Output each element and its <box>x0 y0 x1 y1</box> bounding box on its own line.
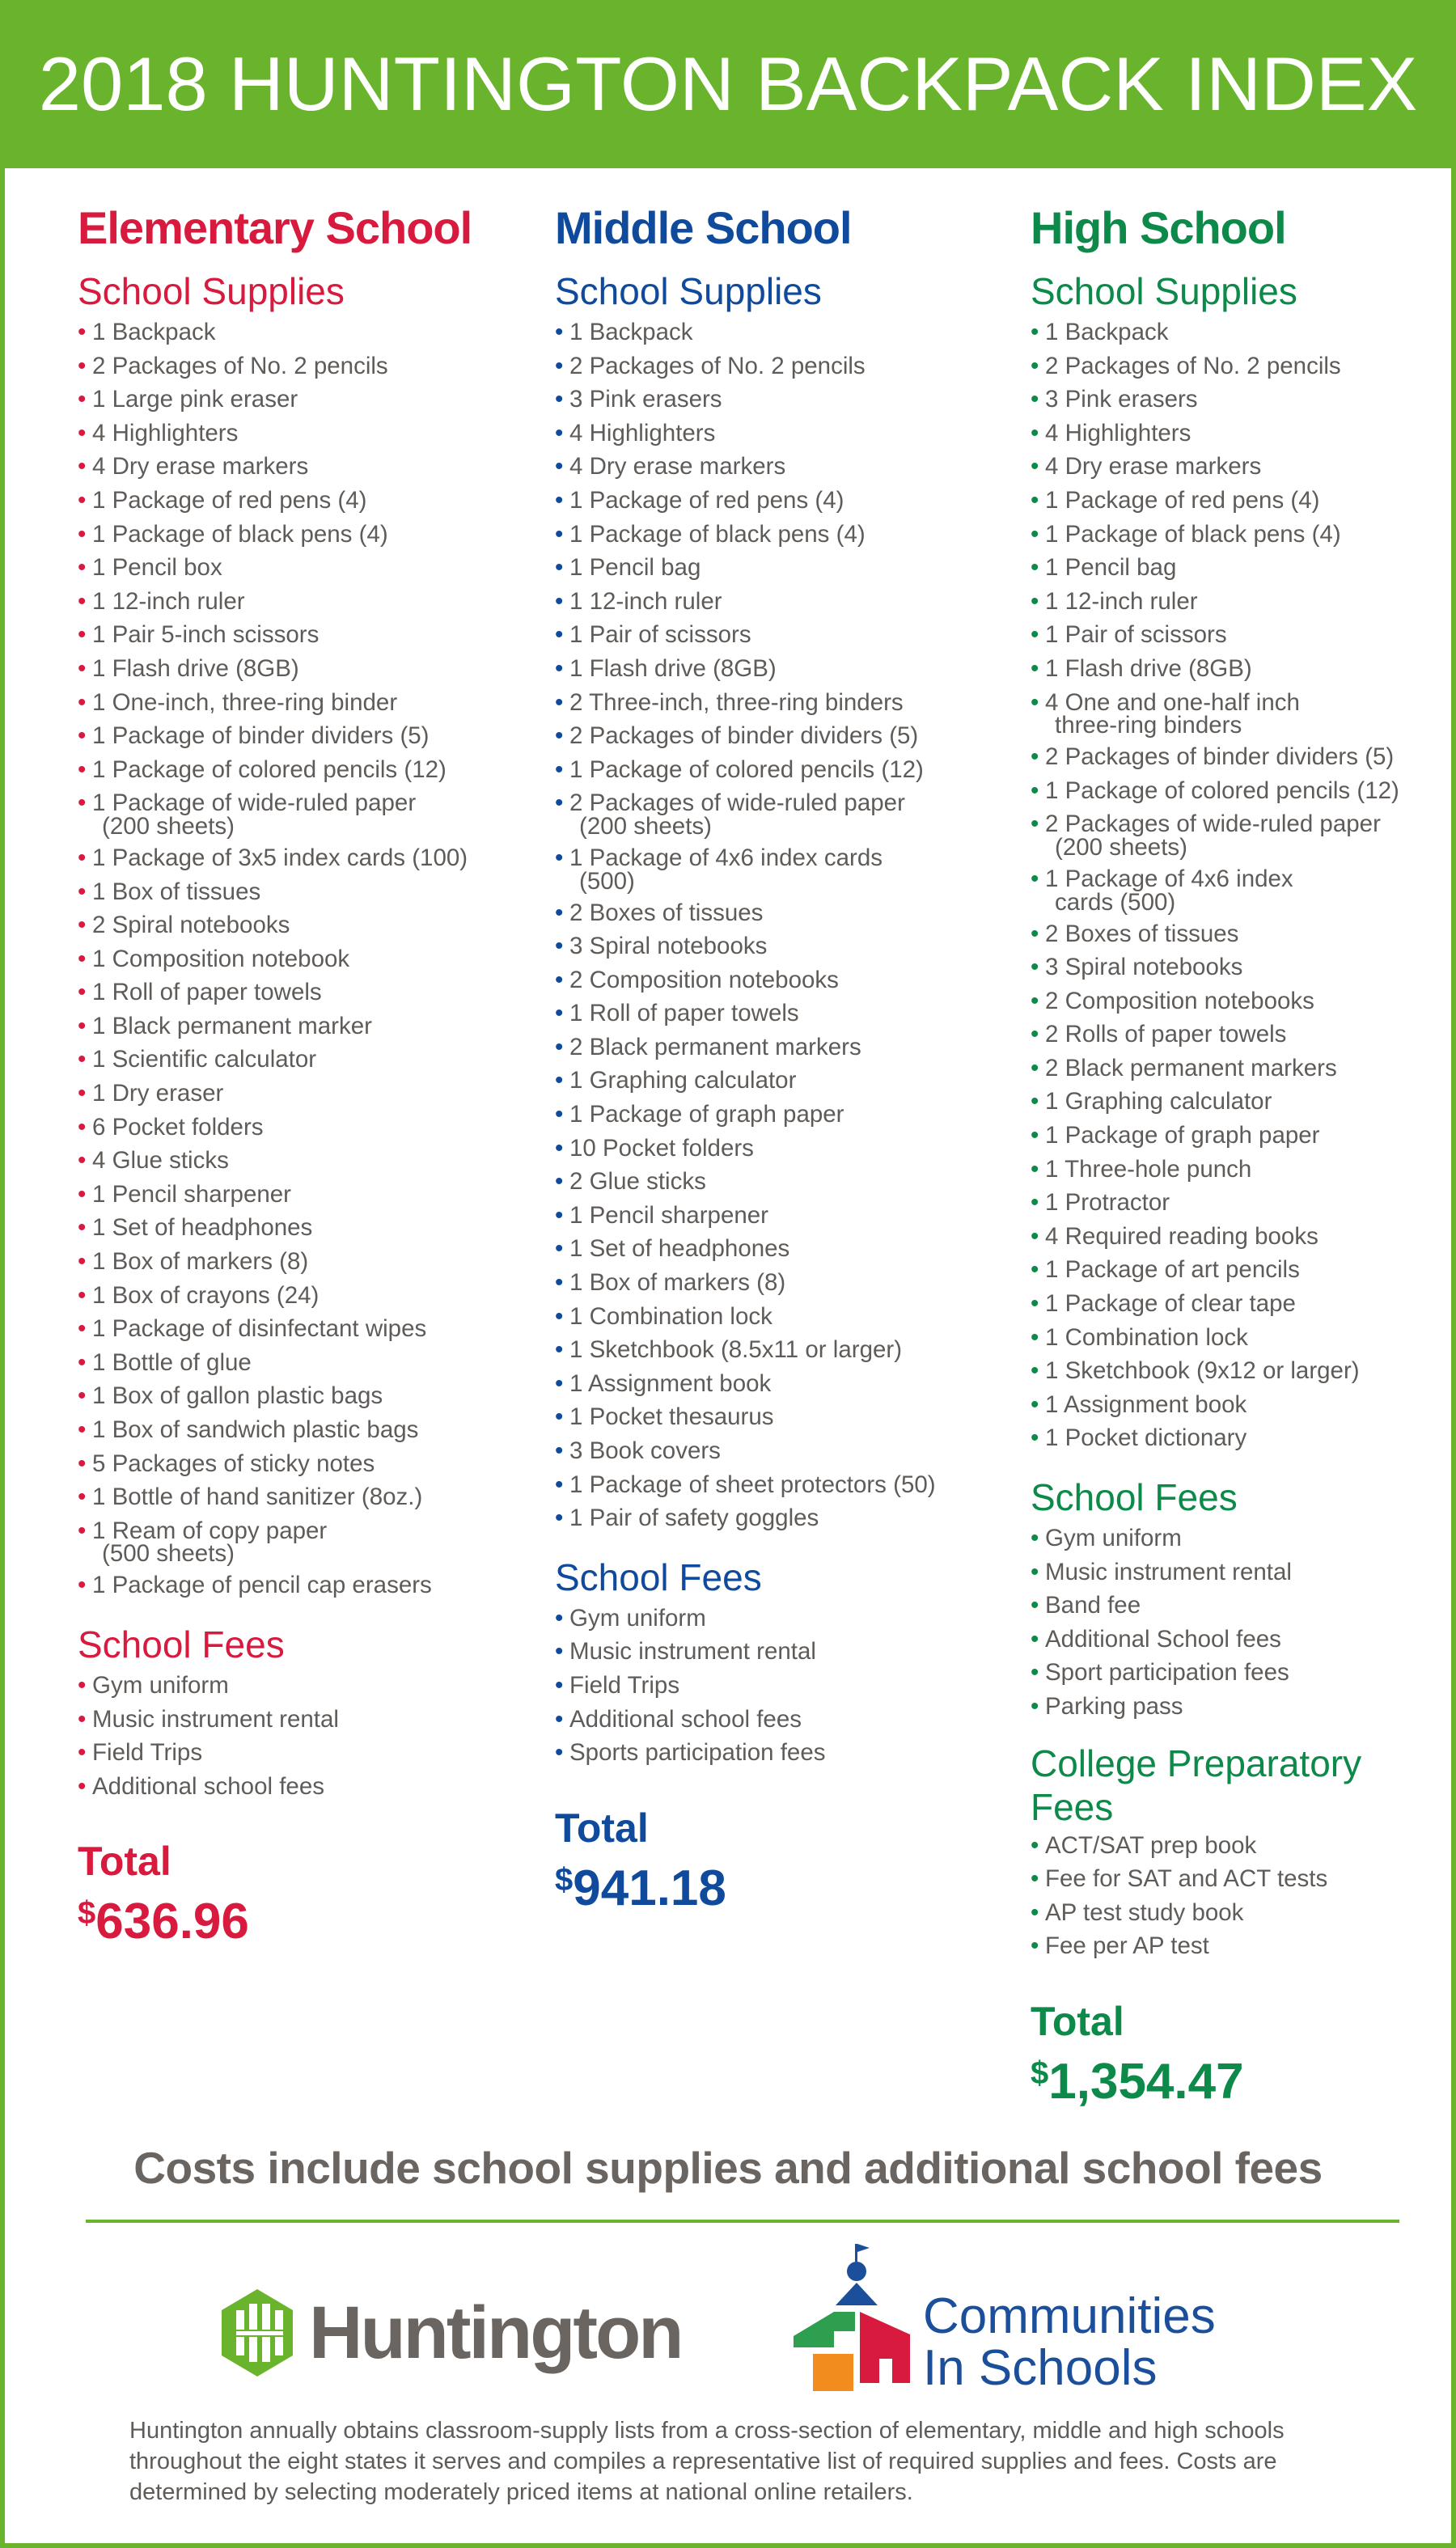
list-item: • 1 Package of clear tape <box>1031 1287 1456 1321</box>
list-item: • Additional school fees <box>78 1770 531 1804</box>
list-item: • 1 Bottle of hand sanitizer (8oz.) <box>78 1480 531 1514</box>
list-item: • 4 Required reading books <box>1031 1220 1456 1254</box>
list-item: • 1 Pocket thesaurus <box>555 1400 1008 1434</box>
list-item: • 3 Spiral notebooks <box>555 929 1008 963</box>
list-item: • 1 Roll of paper towels <box>78 976 531 1009</box>
list-item: • 4 Highlighters <box>555 417 1008 451</box>
list-item: • 3 Spiral notebooks <box>1031 950 1456 984</box>
elementary-supplies-heading: School Supplies <box>78 270 345 312</box>
list-item: • 1 Pencil bag <box>555 551 1008 585</box>
middle-supplies-list-2 <box>555 896 1008 1535</box>
list-item: • Fee for SAT and ACT tests <box>1031 1862 1456 1896</box>
item-text: 2 Packages of wide-ruled paper <box>569 789 905 817</box>
item-text: 1 Package of 4x6 index cards <box>569 844 883 871</box>
list-item: • 1 Box of gallon plastic bags <box>78 1379 531 1413</box>
list-item: • 1 Package of colored pencils (12) <box>1031 774 1456 808</box>
list-item: • 1 Flash drive (8GB) <box>555 652 1008 686</box>
list-item: • 1 Set of headphones <box>78 1211 531 1245</box>
list-item: • 1 Package of colored pencils (12) <box>555 753 1008 787</box>
item-text: 2 Packages of wide-ruled paper <box>1045 811 1381 838</box>
elementary-supplies-list <box>78 315 531 786</box>
list-item: • 1 Package of art pencils <box>1031 1253 1456 1287</box>
high-fees-list <box>1031 1522 1456 1724</box>
list-item: • 1 Composition notebook <box>78 942 531 976</box>
list-item: • Gym uniform <box>78 1669 531 1703</box>
currency-symbol: $ <box>555 1861 574 1898</box>
huntington-wordmark: Huntington <box>309 2292 682 2374</box>
list-item: • 1 Flash drive (8GB) <box>1031 652 1456 686</box>
list-item: • 5 Packages of sticky notes <box>78 1447 531 1481</box>
total-amount: 941.18 <box>573 1860 726 1916</box>
list-item: • Band fee <box>1031 1589 1456 1623</box>
elementary-column <box>78 194 531 1951</box>
middle-total-value <box>555 1851 1008 1918</box>
list-item: • 1 Package of black pens (4) <box>78 518 531 552</box>
high-supplies-heading: School Supplies <box>1031 270 1297 312</box>
high-supplies-list <box>1031 315 1456 686</box>
elementary-paper-list <box>78 786 531 840</box>
item-text-continued: (200 sheets) <box>579 812 712 840</box>
high-college-heading <box>1031 1742 1456 1829</box>
list-item: • 1 Package of red pens (4) <box>555 484 1008 518</box>
list-item: • 1 Graphing calculator <box>555 1064 1008 1098</box>
list-item: • 2 Black permanent markers <box>555 1031 1008 1064</box>
list-item: • 2 Packages of No. 2 pencils <box>78 349 531 383</box>
heading-line-2: Fees <box>1031 1785 1114 1828</box>
cis-line-1: Communities <box>923 2288 1216 2344</box>
list-item: • 3 Pink erasers <box>1031 383 1456 417</box>
high-supplies-list-mid <box>1031 740 1456 807</box>
list-item <box>78 1514 531 1568</box>
list-item: • Additional school fees <box>555 1703 1008 1737</box>
middle-supplies-list <box>555 315 1008 786</box>
total-amount: 636.96 <box>95 1894 249 1950</box>
list-item: • Gym uniform <box>1031 1522 1456 1555</box>
list-item: • 1 Package of graph paper <box>555 1098 1008 1132</box>
list-item: • 4 Dry erase markers <box>555 450 1008 484</box>
title-banner <box>0 0 1456 168</box>
high-total-label: Total <box>1031 1998 1124 2044</box>
list-item: • 1 Package of sheet protectors (50) <box>555 1468 1008 1502</box>
list-item: • 1 Package of red pens (4) <box>1031 484 1456 518</box>
high-binder-list <box>1031 686 1456 739</box>
list-item: • 1 Sketchbook (8.5x11 or larger) <box>555 1333 1008 1367</box>
list-item: • 1 Assignment book <box>555 1367 1008 1401</box>
list-item <box>1031 686 1456 739</box>
list-item: • 4 Glue sticks <box>78 1144 531 1178</box>
elementary-heading: Elementary School <box>78 202 472 253</box>
currency-symbol: $ <box>1031 2055 1049 2091</box>
list-item: • 2 Spiral notebooks <box>78 908 531 942</box>
item-text: 4 One and one-half inch <box>1045 688 1300 716</box>
list-item: • 1 Package of colored pencils (12) <box>78 753 531 787</box>
list-item: • 1 Box of tissues <box>78 875 531 909</box>
list-item: • 2 Black permanent markers <box>1031 1052 1456 1086</box>
cis-line-2: In Schools <box>923 2340 1158 2396</box>
item-text: 1 Package of 4x6 index <box>1045 865 1293 892</box>
list-item: • 3 Pink erasers <box>555 383 1008 417</box>
list-item: • 1 One-inch, three-ring binder <box>78 686 531 720</box>
item-text-continued: (200 sheets) <box>1055 833 1187 861</box>
list-item: • 1 Large pink eraser <box>78 383 531 417</box>
list-item: • 1 Protractor <box>1031 1186 1456 1220</box>
list-item: • Fee per AP test <box>1031 1929 1456 1963</box>
list-item: • Parking pass <box>1031 1690 1456 1724</box>
list-item: • 1 Package of pencil cap erasers <box>78 1568 531 1602</box>
list-item: • 3 Book covers <box>555 1434 1008 1468</box>
list-item: • 2 Composition notebooks <box>555 963 1008 997</box>
cis-wordmark <box>923 2288 1216 2396</box>
list-item: • 1 12-inch ruler <box>1031 585 1456 619</box>
elementary-ream-list <box>78 1514 531 1602</box>
list-item: • 1 Pencil sharpener <box>555 1199 1008 1233</box>
page-title: 2018 HUNTINGTON BACKPACK INDEX <box>38 41 1418 126</box>
middle-total-label: Total <box>555 1805 649 1851</box>
list-item: • 1 Package of black pens (4) <box>1031 518 1456 552</box>
item-text-continued: (200 sheets) <box>102 812 235 840</box>
list-item: • Gym uniform <box>555 1602 1008 1636</box>
middle-supplies-heading: School Supplies <box>555 270 822 312</box>
middle-paper-list <box>555 786 1008 894</box>
list-item: • 1 Package of graph paper <box>1031 1119 1456 1153</box>
list-item: • 1 Backpack <box>555 315 1008 349</box>
list-item: • AP test study book <box>1031 1896 1456 1930</box>
middle-fees-list <box>555 1602 1008 1770</box>
elementary-fees-heading: School Fees <box>78 1623 285 1666</box>
list-item: • 1 Pair of safety goggles <box>555 1501 1008 1535</box>
list-item: • 2 Composition notebooks <box>1031 984 1456 1018</box>
elementary-fees-list <box>78 1669 531 1803</box>
list-item: • 2 Glue sticks <box>555 1165 1008 1199</box>
list-item: • 1 Box of markers (8) <box>78 1245 531 1279</box>
huntington-logo <box>218 2289 682 2378</box>
list-item: • 1 Box of crayons (24) <box>78 1279 531 1313</box>
list-item: • 1 Pencil sharpener <box>78 1178 531 1212</box>
middle-fees-heading: School Fees <box>555 1555 762 1598</box>
list-item: • 1 12-inch ruler <box>78 585 531 619</box>
high-heading: High School <box>1031 202 1286 253</box>
list-item: • 1 Pencil box <box>78 551 531 585</box>
high-college-fees-list <box>1031 1829 1456 1963</box>
list-item: • 1 Roll of paper towels <box>555 997 1008 1031</box>
list-item: • 1 Dry eraser <box>78 1077 531 1111</box>
item-text-continued: (500 sheets) <box>102 1540 235 1568</box>
list-item: • Sports participation fees <box>555 1736 1008 1770</box>
list-item: • 4 Highlighters <box>78 417 531 451</box>
item-text-continued: cards (500) <box>1055 888 1176 916</box>
list-item: • 1 Box of sandwich plastic bags <box>78 1413 531 1447</box>
high-supplies-list-2 <box>1031 917 1456 1456</box>
elementary-total-value <box>78 1884 531 1951</box>
list-item: • 1 Combination lock <box>555 1300 1008 1334</box>
currency-symbol: $ <box>78 1895 96 1932</box>
list-item: • Field Trips <box>78 1736 531 1770</box>
list-item: • Music instrument rental <box>78 1703 531 1737</box>
list-item: • 1 Package of disinfectant wipes <box>78 1312 531 1346</box>
list-item: • 1 Package of 3x5 index cards (100) <box>78 841 531 875</box>
heading-line-1: College Preparatory <box>1031 1742 1362 1784</box>
list-item: • 10 Pocket folders <box>555 1132 1008 1166</box>
list-item <box>1031 862 1456 916</box>
list-item: • 2 Packages of No. 2 pencils <box>1031 349 1456 383</box>
list-item: • 2 Packages of binder dividers (5) <box>555 719 1008 753</box>
list-item: • Field Trips <box>555 1669 1008 1703</box>
list-item: • 1 Bottle of glue <box>78 1346 531 1380</box>
list-item: • 1 Package of binder dividers (5) <box>78 719 531 753</box>
list-item: • 1 Assignment book <box>1031 1388 1456 1422</box>
total-amount: 1,354.47 <box>1048 2053 1244 2110</box>
list-item: • ACT/SAT prep book <box>1031 1829 1456 1863</box>
list-item: • 1 Graphing calculator <box>1031 1085 1456 1119</box>
list-item: • 2 Rolls of paper towels <box>1031 1018 1456 1052</box>
list-item: • 1 Flash drive (8GB) <box>78 652 531 686</box>
high-column <box>1031 194 1456 2111</box>
list-item: • 2 Three-inch, three-ring binders <box>555 686 1008 720</box>
list-item: • 1 Package of black pens (4) <box>555 518 1008 552</box>
list-item <box>78 786 531 840</box>
list-item: • 1 Combination lock <box>1031 1321 1456 1355</box>
list-item: • 1 Pair 5-inch scissors <box>78 618 531 652</box>
list-item: • 2 Packages of binder dividers (5) <box>1031 740 1456 774</box>
elementary-supplies-list-2 <box>78 841 531 1514</box>
list-item: • 1 Backpack <box>78 315 531 349</box>
list-item: • 1 Black permanent marker <box>78 1009 531 1043</box>
list-item: • 2 Boxes of tissues <box>1031 917 1456 951</box>
list-item <box>555 786 1008 840</box>
item-text: 1 Ream of copy paper <box>92 1517 328 1544</box>
high-paper-list <box>1031 807 1456 915</box>
list-item: • Additional School fees <box>1031 1623 1456 1657</box>
item-text-continued: three-ring binders <box>1055 712 1242 739</box>
list-item <box>555 841 1008 895</box>
list-item: • 1 Pencil bag <box>1031 551 1456 585</box>
high-fees-heading: School Fees <box>1031 1476 1238 1518</box>
communities-in-schools-logo <box>789 2241 1274 2394</box>
divider <box>86 2220 1399 2223</box>
elementary-total-label: Total <box>78 1839 171 1885</box>
list-item: • 1 Sketchbook (9x12 or larger) <box>1031 1354 1456 1388</box>
schoolhouse-icon <box>789 2241 926 2394</box>
list-item <box>1031 807 1456 861</box>
list-item: • 1 Backpack <box>1031 315 1456 349</box>
middle-column <box>555 194 1008 1918</box>
list-item: • Sport participation fees <box>1031 1656 1456 1690</box>
list-item: • 1 Scientific calculator <box>78 1043 531 1077</box>
list-item: • 1 Pocket dictionary <box>1031 1421 1456 1455</box>
item-text-continued: (500) <box>579 867 635 895</box>
huntington-mark-icon <box>218 2289 296 2377</box>
list-item: • 1 Box of markers (8) <box>555 1266 1008 1300</box>
list-item: • 2 Packages of No. 2 pencils <box>555 349 1008 383</box>
list-item: • 4 Dry erase markers <box>78 450 531 484</box>
middle-heading: Middle School <box>555 202 852 253</box>
list-item: • 6 Pocket folders <box>78 1111 531 1145</box>
footnote: Huntington annually obtains classroom-supply lists from a cross-section of elementary, middle and high schools throughout the eight states it serves and compiles a representative list of required supplies and fees. Costs are determined by selecting moderately priced items at national online retailers. <box>129 2418 1285 2505</box>
list-item: • 2 Boxes of tissues <box>555 896 1008 930</box>
costs-note: Costs include school supplies and additional school fees <box>133 2143 1323 2193</box>
list-item: • Music instrument rental <box>555 1635 1008 1669</box>
list-item: • 1 Set of headphones <box>555 1232 1008 1266</box>
list-item: • 1 Pair of scissors <box>1031 618 1456 652</box>
item-text: 1 Package of wide-ruled paper <box>92 789 417 817</box>
list-item: • 4 Dry erase markers <box>1031 450 1456 484</box>
list-item: • 1 Three-hole punch <box>1031 1153 1456 1187</box>
high-total-value <box>1031 2044 1456 2111</box>
list-item: • 1 12-inch ruler <box>555 585 1008 619</box>
list-item: • 1 Package of red pens (4) <box>78 484 531 518</box>
list-item: • Music instrument rental <box>1031 1555 1456 1589</box>
list-item: • 1 Pair of scissors <box>555 618 1008 652</box>
list-item: • 4 Highlighters <box>1031 417 1456 451</box>
